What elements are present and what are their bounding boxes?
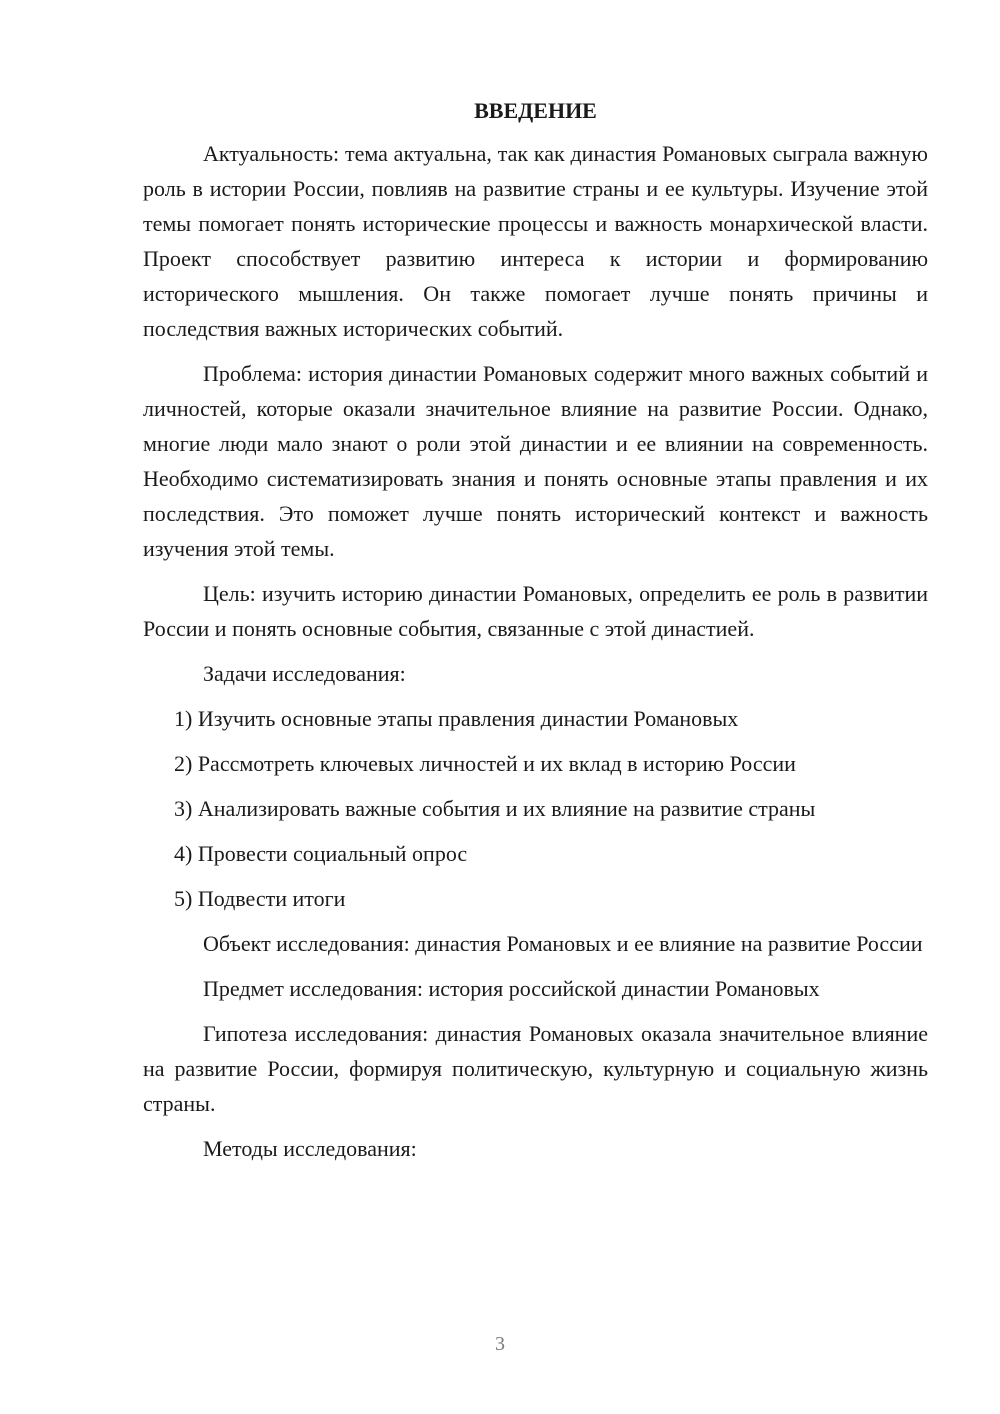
section-heading: ВВЕДЕНИЕ bbox=[474, 98, 597, 123]
tasks-list bbox=[143, 701, 928, 916]
task-item: 2) Рассмотреть ключевых личностей и их вклад в историю России bbox=[174, 751, 796, 776]
relevance-paragraph: Актуальность: тема актуальна, так как династия Романовых сыграла важную роль в истории России, повлияв на развитие страны и ее культуры. Изучение этой темы помогает понять исторические процессы и важность монархической власти. Проект способствует развитию интереса к истории и формированию исторического мышления. Он также помогает лучше понять причины и последствия важных исторических событий. bbox=[143, 141, 928, 341]
problem-paragraph: Проблема: история династии Романовых содержит много важных событий и личностей, которые оказали значительное влияние на развитие России. Однако, многие люди мало знают о роли этой династии и ее влиянии на современность. Необходимо систематизировать знания и понять основные этапы правления и их последствия. Это поможет лучше понять исторический контекст и важность изучения этой темы. bbox=[143, 361, 928, 561]
task-item: 1) Изучить основные этапы правления династии Романовых bbox=[174, 706, 739, 731]
task-item: 4) Провести социальный опрос bbox=[174, 841, 468, 866]
methods-title: Методы исследования: bbox=[203, 1136, 417, 1161]
hypothesis-paragraph: Гипотеза исследования: династия Романовых оказала значительное влияние на развитие России, формируя политическую, культурную и социальную жизнь страны. bbox=[143, 1021, 928, 1116]
task-item: 5) Подвести итоги bbox=[174, 886, 346, 911]
page-number: 3 bbox=[495, 1333, 505, 1355]
document-page bbox=[143, 96, 928, 1176]
object-paragraph: Объект исследования: династия Романовых и ее влияние на развитие России bbox=[203, 931, 923, 956]
subject-paragraph: Предмет исследования: история российской династии Романовых bbox=[203, 976, 820, 1001]
task-item: 3) Анализировать важные события и их влияние на развитие страны bbox=[174, 796, 816, 821]
tasks-title: Задачи исследования: bbox=[203, 661, 406, 686]
goal-paragraph: Цель: изучить историю династии Романовых, определить ее роль в развитии России и понять основные события, связанные с этой династией. bbox=[143, 581, 928, 641]
